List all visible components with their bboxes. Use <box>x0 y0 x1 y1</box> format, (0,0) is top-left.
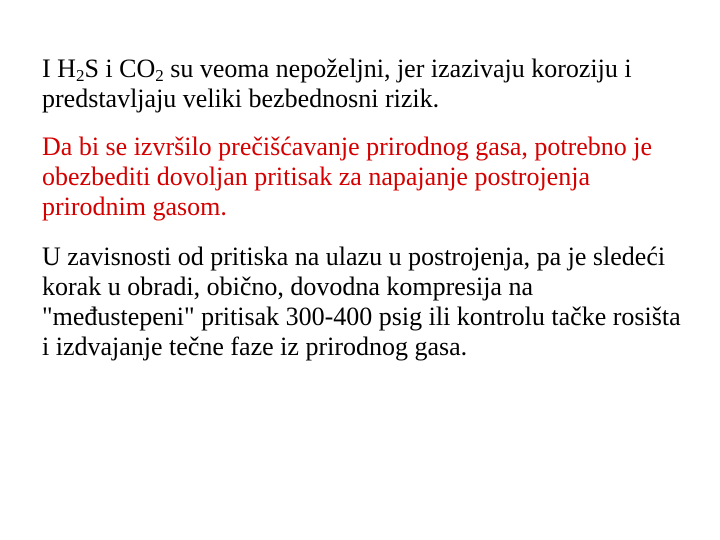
paragraph-gas-purification: Da bi se izvršilo prečišćavanje prirodnog gasa, potrebno je obezbediti dovoljan pritisak za napajanje postrojenja prirodnim gasom. <box>42 132 653 221</box>
paragraph1-text-b: S i CO <box>84 54 156 83</box>
slide-content <box>42 54 692 362</box>
subscript-2-co2: 2 <box>155 66 164 85</box>
subscript-2-h2s: 2 <box>75 66 85 85</box>
paragraph-corrosion-risk <box>42 54 692 114</box>
paragraph1-text-c: su veoma nepoželjni, jer izazivaju koroziju i predstavljaju veliki bezbednosni rizik. <box>42 54 632 113</box>
paragraph-compression-step: U zavisnosti od pritiska na ulazu u postrojenja, pa je sledeći korak u obradi, obično, dovodna kompresija na "međustepeni" pritisak 300-400 psig ili kontrolu tačke rosišta i izdvajanje tečne faze iz prirodnog gasa. <box>42 242 681 361</box>
paragraph1-text-a: I H <box>42 54 76 83</box>
